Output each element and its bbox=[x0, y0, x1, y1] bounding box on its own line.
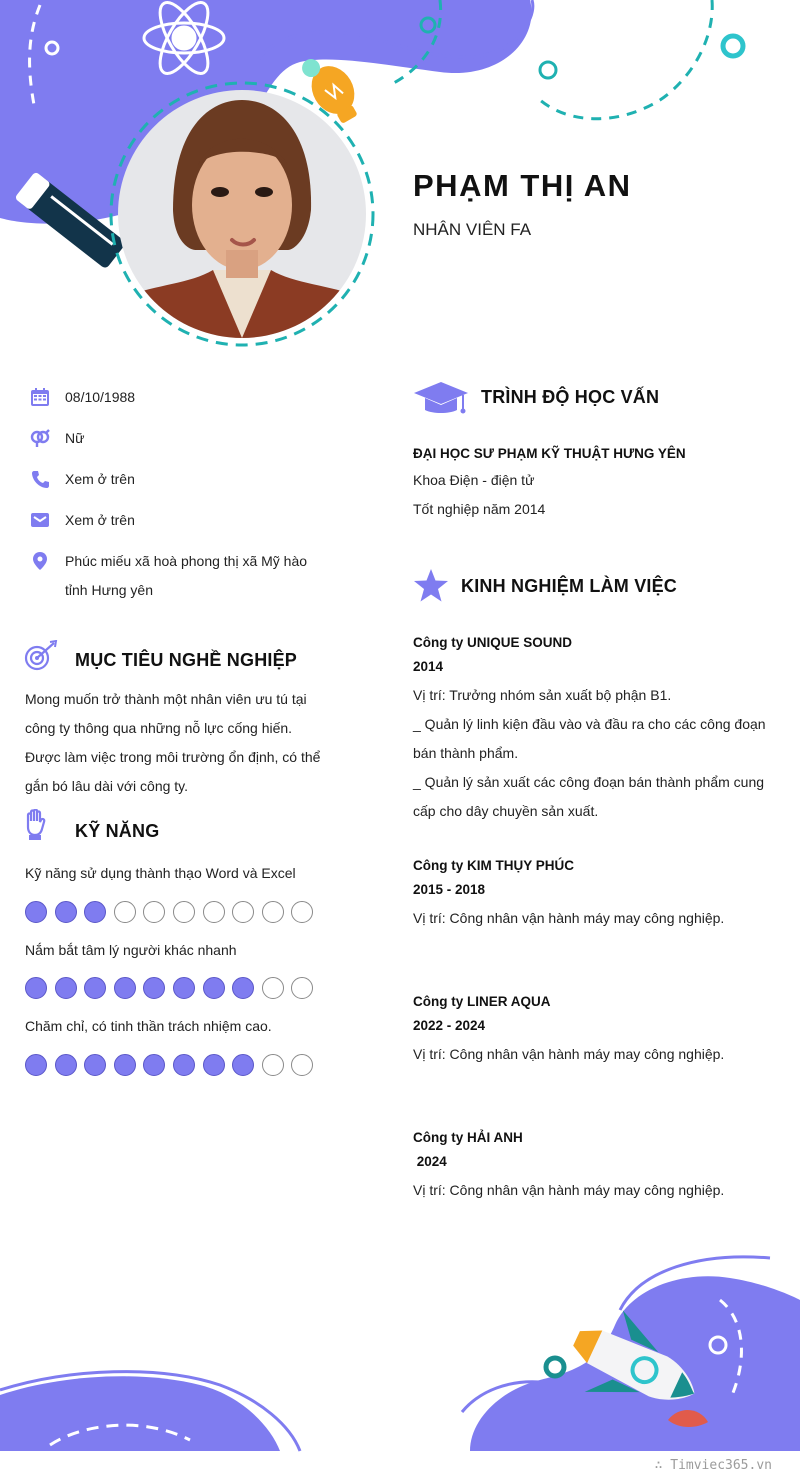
graduation-cap-icon bbox=[413, 380, 469, 416]
rating-dot-empty bbox=[203, 901, 225, 923]
profile-photo bbox=[118, 90, 366, 338]
rating-dot-empty bbox=[143, 901, 165, 923]
job-company: Công ty UNIQUE SOUND bbox=[413, 635, 573, 650]
rating-dot-filled bbox=[232, 1054, 254, 1076]
education-title: TRÌNH ĐỘ HỌC VẤN bbox=[481, 387, 660, 407]
rating-dot-filled bbox=[55, 977, 77, 999]
rating-dot-filled bbox=[203, 1054, 225, 1076]
objective-text: Mong muốn trở thành một nhân viên ưu tú tại công ty thông qua những nỗ lực cống hiến. Được làm việc trong môi trường ổn định, có thể gắn bó lâu dài với công ty. bbox=[25, 691, 321, 794]
job-line: _ Quản lý sản xuất các công đoạn bán thành phẩm cung cấp cho dây chuyền sản xuất. bbox=[413, 774, 765, 819]
rating-dot-filled bbox=[114, 1054, 136, 1076]
skill-rating bbox=[25, 977, 321, 999]
rating-dot-filled bbox=[232, 977, 254, 999]
rating-dot-filled bbox=[25, 977, 47, 999]
job-line: Vị trí: Công nhân vận hành máy may công nghiệp. bbox=[413, 1182, 725, 1198]
education-faculty: Khoa Điện - điện tử bbox=[413, 472, 535, 488]
header-decoration bbox=[0, 0, 800, 360]
watermark: ∴ Timviec365.vn bbox=[654, 1458, 772, 1473]
email-text: Xem ở trên bbox=[65, 512, 135, 528]
hand-icon bbox=[24, 809, 48, 841]
job-line: Vị trí: Công nhân vận hành máy may công nghiệp. bbox=[413, 910, 725, 926]
contact-email bbox=[30, 506, 315, 535]
rating-dot-empty bbox=[262, 1054, 284, 1076]
rating-dot-empty bbox=[291, 1054, 313, 1076]
contact-gender bbox=[30, 424, 315, 453]
candidate-role: NHÂN VIÊN FA bbox=[413, 220, 532, 239]
job-company: Công ty LINER AQUA bbox=[413, 994, 551, 1009]
rating-dot-filled bbox=[203, 977, 225, 999]
rating-dot-filled bbox=[55, 901, 77, 923]
footer-decoration bbox=[0, 1240, 800, 1460]
job-years: 2024 bbox=[413, 1154, 447, 1169]
rating-dot-filled bbox=[114, 977, 136, 999]
skill-rating bbox=[25, 1054, 321, 1076]
skill-name: Nắm bắt tâm lý người khác nhanh bbox=[25, 942, 237, 958]
candidate-name: PHẠM THỊ AN bbox=[413, 168, 632, 203]
job-entry bbox=[413, 1126, 783, 1205]
birthdate-text: 08/10/1988 bbox=[65, 389, 136, 405]
job-years: 2015 - 2018 bbox=[413, 882, 486, 897]
rating-dot-empty bbox=[262, 977, 284, 999]
job-entry bbox=[413, 990, 783, 1069]
job-company: Công ty HẢI ANH bbox=[413, 1130, 523, 1145]
contact-phone bbox=[30, 465, 315, 494]
rating-dot-filled bbox=[55, 1054, 77, 1076]
rating-dot-empty bbox=[291, 977, 313, 999]
rating-dot-filled bbox=[173, 977, 195, 999]
phone-icon bbox=[30, 469, 50, 489]
gender-icon bbox=[30, 428, 50, 448]
rating-dot-filled bbox=[143, 977, 165, 999]
job-entry bbox=[413, 631, 783, 826]
gender-text: Nữ bbox=[65, 430, 85, 446]
rating-dot-filled bbox=[173, 1054, 195, 1076]
skills-title: KỸ NĂNG bbox=[75, 821, 160, 841]
phone-text: Xem ở trên bbox=[65, 471, 135, 487]
objective-title: MỤC TIÊU NGHỀ NGHIỆP bbox=[75, 650, 298, 670]
rating-dot-filled bbox=[25, 901, 47, 923]
job-years: 2014 bbox=[413, 659, 444, 674]
experience-title: KINH NGHIỆM LÀM VIỆC bbox=[461, 576, 678, 596]
rating-dot-empty bbox=[262, 901, 284, 923]
job-company: Công ty KIM THỤY PHÚC bbox=[413, 858, 574, 873]
calendar-icon bbox=[30, 387, 50, 407]
location-pin-icon bbox=[30, 551, 50, 571]
job-line: Vị trí: Trưởng nhóm sản xuất bộ phận B1. bbox=[413, 687, 672, 703]
rating-dot-filled bbox=[25, 1054, 47, 1076]
contact-birthdate bbox=[30, 383, 315, 412]
email-icon bbox=[30, 510, 50, 530]
education-graduation: Tốt nghiệp năm 2014 bbox=[413, 501, 546, 517]
education-school: ĐẠI HỌC SƯ PHẠM KỸ THUẬT HƯNG YÊN bbox=[413, 446, 686, 461]
job-years: 2022 - 2024 bbox=[413, 1018, 486, 1033]
skill-name: Kỹ năng sử dụng thành thạo Word và Excel bbox=[25, 865, 296, 881]
rating-dot-empty bbox=[291, 901, 313, 923]
job-entry bbox=[413, 854, 783, 933]
address-text: Phúc miếu xã hoà phong thị xã Mỹ hào tỉnh Hưng yên bbox=[65, 553, 308, 598]
contact-address bbox=[30, 547, 315, 605]
star-icon bbox=[413, 568, 449, 604]
rating-dot-empty bbox=[232, 901, 254, 923]
skill-name: Chăm chỉ, có tinh thần trách nhiệm cao. bbox=[25, 1018, 272, 1034]
rating-dot-filled bbox=[84, 1054, 106, 1076]
skill-rating bbox=[25, 901, 321, 923]
rating-dot-filled bbox=[84, 901, 106, 923]
rating-dot-empty bbox=[173, 901, 195, 923]
rating-dot-empty bbox=[114, 901, 136, 923]
rating-dot-filled bbox=[84, 977, 106, 999]
job-line: _ Quản lý linh kiện đầu vào và đầu ra cho các công đoạn bán thành phẩm. bbox=[413, 716, 766, 761]
target-icon bbox=[24, 640, 58, 672]
rating-dot-filled bbox=[143, 1054, 165, 1076]
job-line: Vị trí: Công nhân vận hành máy may công nghiệp. bbox=[413, 1046, 725, 1062]
